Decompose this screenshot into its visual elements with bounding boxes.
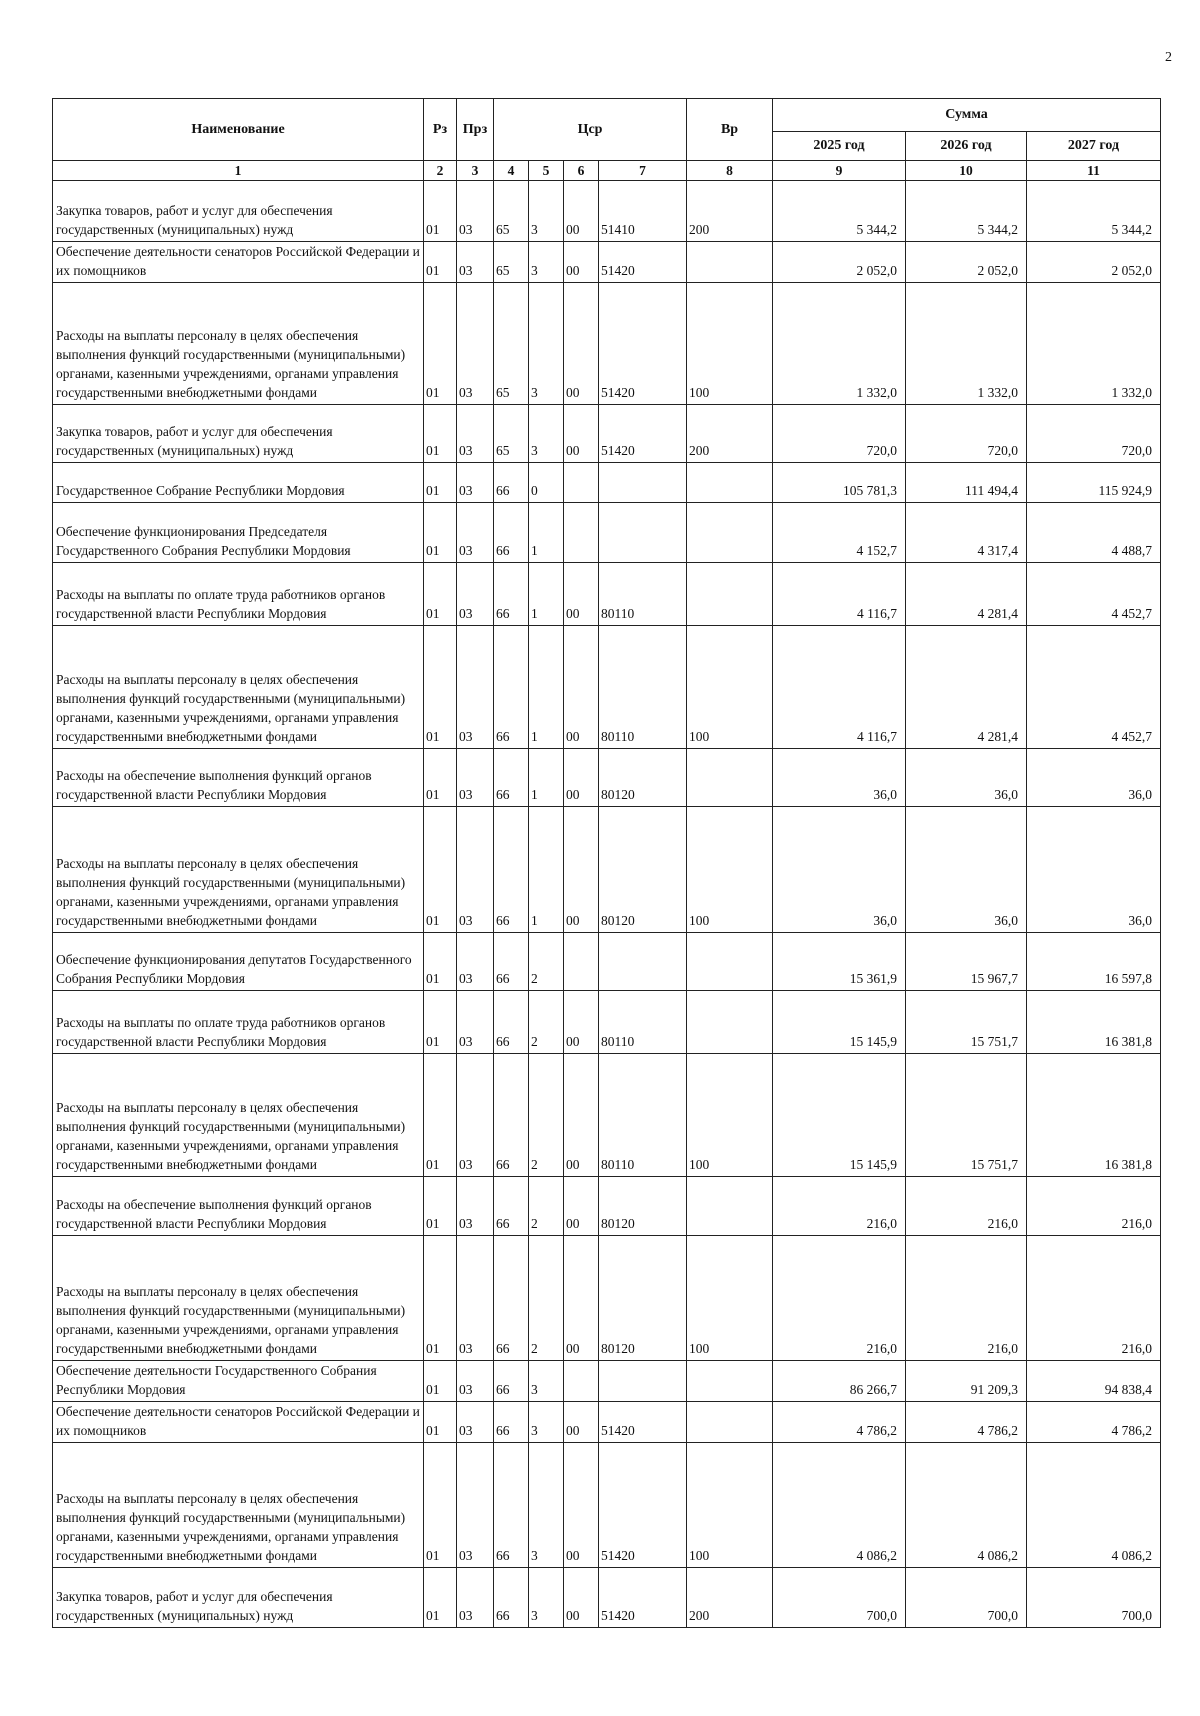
- column-number: 7: [599, 161, 687, 181]
- table-row: [53, 283, 1161, 405]
- row-amount-2026: 5 344,2: [906, 181, 1027, 242]
- row-amount-2026: 216,0: [906, 1236, 1027, 1361]
- row-amount-2025: 2 052,0: [773, 242, 906, 283]
- row-name: Расходы на обеспечение выполнения функций органов государственной власти Республики Мордовия: [53, 1177, 424, 1236]
- table-row: [53, 749, 1161, 807]
- row-amount-2026: 15 967,7: [906, 933, 1027, 991]
- row-csr-6: 00: [564, 283, 599, 405]
- table-body: [53, 181, 1161, 1628]
- row-csr-5: 1: [529, 563, 564, 626]
- row-csr-4: 66: [494, 1361, 529, 1402]
- row-prz: 03: [457, 1402, 494, 1443]
- row-amount-2026: 36,0: [906, 807, 1027, 933]
- row-rz: 01: [424, 181, 457, 242]
- row-vr: 100: [687, 807, 773, 933]
- row-name: Государственное Собрание Республики Мордовия: [53, 463, 424, 503]
- row-csr-7: 51420: [599, 1568, 687, 1628]
- row-csr-6: 00: [564, 807, 599, 933]
- row-amount-2026: 700,0: [906, 1568, 1027, 1628]
- table-row: [53, 242, 1161, 283]
- table-row: [53, 563, 1161, 626]
- row-vr: 100: [687, 1236, 773, 1361]
- table-row: [53, 626, 1161, 749]
- row-prz: 03: [457, 463, 494, 503]
- row-csr-6: 00: [564, 405, 599, 463]
- row-csr-6: 00: [564, 563, 599, 626]
- row-amount-2025: 1 332,0: [773, 283, 906, 405]
- column-number: 11: [1027, 161, 1161, 181]
- row-name: Расходы на выплаты персоналу в целях обеспечения выполнения функций государственными (муниципальными) органами, казенными учреждениями, органами управления государственными внебюджетными фондами: [53, 1236, 424, 1361]
- row-csr-5: 2: [529, 1054, 564, 1177]
- row-prz: 03: [457, 1443, 494, 1568]
- row-amount-2025: 4 086,2: [773, 1443, 906, 1568]
- row-name: Закупка товаров, работ и услуг для обеспечения государственных (муниципальных) нужд: [53, 405, 424, 463]
- row-amount-2027: 4 452,7: [1027, 563, 1161, 626]
- row-csr-5: 2: [529, 991, 564, 1054]
- row-amount-2025: 36,0: [773, 807, 906, 933]
- row-csr-5: 2: [529, 1177, 564, 1236]
- row-name: Расходы на выплаты персоналу в целях обеспечения выполнения функций государственными (муниципальными) органами, казенными учреждениями, органами управления государственными внебюджетными фондами: [53, 626, 424, 749]
- row-csr-7: 80120: [599, 749, 687, 807]
- row-csr-6: 00: [564, 991, 599, 1054]
- row-amount-2027: 216,0: [1027, 1236, 1161, 1361]
- row-csr-6: 00: [564, 1402, 599, 1443]
- table-row: [53, 503, 1161, 563]
- row-prz: 03: [457, 1568, 494, 1628]
- row-csr-6: [564, 1361, 599, 1402]
- header-year-2025: 2025 год: [773, 132, 906, 161]
- row-amount-2026: 15 751,7: [906, 1054, 1027, 1177]
- row-amount-2025: 15 361,9: [773, 933, 906, 991]
- row-csr-4: 65: [494, 405, 529, 463]
- header-csr: Цср: [494, 99, 687, 161]
- header-sum: Сумма: [773, 99, 1161, 132]
- row-rz: 01: [424, 749, 457, 807]
- row-csr-6: [564, 503, 599, 563]
- table-row: [53, 1177, 1161, 1236]
- row-rz: 01: [424, 807, 457, 933]
- row-prz: 03: [457, 181, 494, 242]
- row-prz: 03: [457, 503, 494, 563]
- row-csr-4: 66: [494, 1177, 529, 1236]
- row-name: Расходы на выплаты персоналу в целях обеспечения выполнения функций государственными (муниципальными) органами, казенными учреждениями, органами управления государственными внебюджетными фондами: [53, 1443, 424, 1568]
- row-vr: [687, 463, 773, 503]
- header-name: Наименование: [53, 99, 424, 161]
- header-prz: Прз: [457, 99, 494, 161]
- header-year-2026: 2026 год: [906, 132, 1027, 161]
- row-amount-2026: 1 332,0: [906, 283, 1027, 405]
- row-rz: 01: [424, 991, 457, 1054]
- column-number: 3: [457, 161, 494, 181]
- column-number: 10: [906, 161, 1027, 181]
- row-csr-6: 00: [564, 1443, 599, 1568]
- row-prz: 03: [457, 749, 494, 807]
- row-csr-4: 66: [494, 749, 529, 807]
- table-row: [53, 1361, 1161, 1402]
- row-vr: [687, 563, 773, 626]
- row-amount-2027: 4 786,2: [1027, 1402, 1161, 1443]
- table-row: [53, 1402, 1161, 1443]
- row-amount-2027: 2 052,0: [1027, 242, 1161, 283]
- column-number: 1: [53, 161, 424, 181]
- row-name: Расходы на обеспечение выполнения функций органов государственной власти Республики Мордовия: [53, 749, 424, 807]
- row-vr: 200: [687, 1568, 773, 1628]
- header-vr: Вр: [687, 99, 773, 161]
- row-csr-7: 51420: [599, 1402, 687, 1443]
- row-csr-7: [599, 503, 687, 563]
- row-csr-4: 65: [494, 283, 529, 405]
- column-number: 2: [424, 161, 457, 181]
- row-vr: [687, 991, 773, 1054]
- row-csr-4: 66: [494, 1236, 529, 1361]
- row-amount-2026: 216,0: [906, 1177, 1027, 1236]
- row-amount-2026: 720,0: [906, 405, 1027, 463]
- row-csr-4: 66: [494, 1402, 529, 1443]
- row-amount-2027: 4 488,7: [1027, 503, 1161, 563]
- table-row: [53, 991, 1161, 1054]
- column-number: 9: [773, 161, 906, 181]
- row-amount-2025: 4 152,7: [773, 503, 906, 563]
- row-prz: 03: [457, 1361, 494, 1402]
- row-csr-7: 51420: [599, 1443, 687, 1568]
- row-name: Обеспечение деятельности сенаторов Российской Федерации и их помощников: [53, 242, 424, 283]
- row-amount-2027: 94 838,4: [1027, 1361, 1161, 1402]
- row-csr-7: [599, 1361, 687, 1402]
- row-csr-7: 80120: [599, 807, 687, 933]
- row-csr-6: [564, 933, 599, 991]
- row-vr: [687, 503, 773, 563]
- row-amount-2026: 4 281,4: [906, 563, 1027, 626]
- row-amount-2026: 4 786,2: [906, 1402, 1027, 1443]
- row-csr-6: 00: [564, 242, 599, 283]
- column-number: 6: [564, 161, 599, 181]
- row-amount-2027: 700,0: [1027, 1568, 1161, 1628]
- row-csr-6: [564, 463, 599, 503]
- row-csr-5: 1: [529, 807, 564, 933]
- row-amount-2025: 4 116,7: [773, 563, 906, 626]
- row-amount-2025: 4 116,7: [773, 626, 906, 749]
- row-vr: 100: [687, 1443, 773, 1568]
- row-amount-2026: 36,0: [906, 749, 1027, 807]
- row-csr-7: 80110: [599, 626, 687, 749]
- row-rz: 01: [424, 1443, 457, 1568]
- row-prz: 03: [457, 1236, 494, 1361]
- row-name: Расходы на выплаты персоналу в целях обеспечения выполнения функций государственными (муниципальными) органами, казенными учреждениями, органами управления государственными внебюджетными фондами: [53, 1054, 424, 1177]
- row-amount-2025: 700,0: [773, 1568, 906, 1628]
- row-rz: 01: [424, 1361, 457, 1402]
- row-rz: 01: [424, 563, 457, 626]
- row-prz: 03: [457, 626, 494, 749]
- column-number: 4: [494, 161, 529, 181]
- row-vr: 100: [687, 626, 773, 749]
- row-amount-2026: 2 052,0: [906, 242, 1027, 283]
- row-csr-5: 3: [529, 405, 564, 463]
- row-amount-2025: 4 786,2: [773, 1402, 906, 1443]
- header-rz: Рз: [424, 99, 457, 161]
- row-amount-2026: 4 317,4: [906, 503, 1027, 563]
- column-number: 5: [529, 161, 564, 181]
- row-amount-2027: 1 332,0: [1027, 283, 1161, 405]
- table-row: [53, 1443, 1161, 1568]
- row-csr-7: 51410: [599, 181, 687, 242]
- row-prz: 03: [457, 991, 494, 1054]
- row-csr-4: 66: [494, 626, 529, 749]
- row-amount-2027: 5 344,2: [1027, 181, 1161, 242]
- row-vr: 100: [687, 1054, 773, 1177]
- row-rz: 01: [424, 405, 457, 463]
- row-amount-2026: 4 281,4: [906, 626, 1027, 749]
- row-amount-2027: 720,0: [1027, 405, 1161, 463]
- row-amount-2027: 16 381,8: [1027, 991, 1161, 1054]
- row-prz: 03: [457, 1054, 494, 1177]
- row-csr-5: 1: [529, 503, 564, 563]
- row-csr-5: 2: [529, 1236, 564, 1361]
- table-row: [53, 1054, 1161, 1177]
- row-amount-2025: 720,0: [773, 405, 906, 463]
- row-csr-6: 00: [564, 1236, 599, 1361]
- row-prz: 03: [457, 807, 494, 933]
- row-rz: 01: [424, 463, 457, 503]
- row-csr-4: 66: [494, 563, 529, 626]
- row-prz: 03: [457, 283, 494, 405]
- row-csr-5: 3: [529, 1402, 564, 1443]
- table-row: [53, 1236, 1161, 1361]
- row-amount-2027: 16 381,8: [1027, 1054, 1161, 1177]
- row-csr-7: 51420: [599, 405, 687, 463]
- row-csr-7: [599, 463, 687, 503]
- row-prz: 03: [457, 1177, 494, 1236]
- row-csr-4: 66: [494, 503, 529, 563]
- row-amount-2027: 36,0: [1027, 807, 1161, 933]
- row-csr-5: 3: [529, 181, 564, 242]
- header-year-2027: 2027 год: [1027, 132, 1161, 161]
- table-row: [53, 1568, 1161, 1628]
- row-rz: 01: [424, 242, 457, 283]
- row-csr-6: 00: [564, 1177, 599, 1236]
- row-prz: 03: [457, 405, 494, 463]
- row-csr-5: 0: [529, 463, 564, 503]
- row-csr-5: 2: [529, 933, 564, 991]
- page-number: 2: [1165, 50, 1172, 65]
- row-name: Расходы на выплаты по оплате труда работников органов государственной власти Республики Мордовия: [53, 563, 424, 626]
- row-amount-2027: 16 597,8: [1027, 933, 1161, 991]
- row-name: Обеспечение деятельности Государственного Собрания Республики Мордовия: [53, 1361, 424, 1402]
- budget-table: [52, 98, 1161, 1628]
- row-name: Обеспечение функционирования Председателя Государственного Собрания Республики Мордовия: [53, 503, 424, 563]
- row-csr-5: 3: [529, 1361, 564, 1402]
- row-amount-2026: 4 086,2: [906, 1443, 1027, 1568]
- row-csr-5: 3: [529, 1568, 564, 1628]
- row-amount-2027: 216,0: [1027, 1177, 1161, 1236]
- row-csr-7: 80110: [599, 1054, 687, 1177]
- table-row: [53, 181, 1161, 242]
- row-amount-2025: 216,0: [773, 1236, 906, 1361]
- row-vr: [687, 749, 773, 807]
- table-row: [53, 807, 1161, 933]
- row-csr-6: 00: [564, 1054, 599, 1177]
- row-name: Обеспечение деятельности сенаторов Российской Федерации и их помощников: [53, 1402, 424, 1443]
- row-csr-4: 66: [494, 1443, 529, 1568]
- row-csr-4: 66: [494, 1568, 529, 1628]
- row-rz: 01: [424, 933, 457, 991]
- row-amount-2026: 15 751,7: [906, 991, 1027, 1054]
- row-vr: 200: [687, 405, 773, 463]
- row-vr: 100: [687, 283, 773, 405]
- row-csr-4: 66: [494, 1054, 529, 1177]
- row-vr: [687, 1177, 773, 1236]
- row-csr-4: 66: [494, 933, 529, 991]
- table-row: [53, 933, 1161, 991]
- row-csr-7: 51420: [599, 242, 687, 283]
- row-prz: 03: [457, 933, 494, 991]
- row-rz: 01: [424, 1054, 457, 1177]
- row-amount-2027: 4 086,2: [1027, 1443, 1161, 1568]
- row-amount-2025: 15 145,9: [773, 991, 906, 1054]
- row-name: Расходы на выплаты персоналу в целях обеспечения выполнения функций государственными (муниципальными) органами, казенными учреждениями, органами управления государственными внебюджетными фондами: [53, 283, 424, 405]
- row-rz: 01: [424, 1568, 457, 1628]
- row-csr-6: 00: [564, 626, 599, 749]
- row-csr-4: 65: [494, 181, 529, 242]
- row-vr: [687, 242, 773, 283]
- row-name: Закупка товаров, работ и услуг для обеспечения государственных (муниципальных) нужд: [53, 181, 424, 242]
- column-number: 8: [687, 161, 773, 181]
- row-rz: 01: [424, 503, 457, 563]
- row-vr: [687, 1361, 773, 1402]
- row-csr-4: 65: [494, 242, 529, 283]
- row-csr-7: 80120: [599, 1177, 687, 1236]
- row-amount-2025: 216,0: [773, 1177, 906, 1236]
- table-row: [53, 405, 1161, 463]
- row-rz: 01: [424, 626, 457, 749]
- row-amount-2026: 111 494,4: [906, 463, 1027, 503]
- table-header: [53, 99, 1161, 181]
- row-amount-2025: 86 266,7: [773, 1361, 906, 1402]
- row-prz: 03: [457, 242, 494, 283]
- row-csr-5: 1: [529, 749, 564, 807]
- row-amount-2027: 4 452,7: [1027, 626, 1161, 749]
- row-amount-2027: 115 924,9: [1027, 463, 1161, 503]
- row-vr: [687, 1402, 773, 1443]
- row-prz: 03: [457, 563, 494, 626]
- row-csr-5: 3: [529, 242, 564, 283]
- row-csr-6: 00: [564, 1568, 599, 1628]
- row-amount-2025: 105 781,3: [773, 463, 906, 503]
- row-vr: [687, 933, 773, 991]
- row-csr-4: 66: [494, 463, 529, 503]
- row-amount-2026: 91 209,3: [906, 1361, 1027, 1402]
- row-amount-2025: 36,0: [773, 749, 906, 807]
- row-csr-7: 51420: [599, 283, 687, 405]
- row-csr-6: 00: [564, 749, 599, 807]
- row-name: Расходы на выплаты по оплате труда работников органов государственной власти Республики Мордовия: [53, 991, 424, 1054]
- row-csr-7: [599, 933, 687, 991]
- row-csr-7: 80110: [599, 563, 687, 626]
- row-rz: 01: [424, 1177, 457, 1236]
- row-csr-5: 1: [529, 626, 564, 749]
- row-amount-2025: 5 344,2: [773, 181, 906, 242]
- row-vr: 200: [687, 181, 773, 242]
- row-csr-6: 00: [564, 181, 599, 242]
- row-rz: 01: [424, 1402, 457, 1443]
- row-name: Закупка товаров, работ и услуг для обеспечения государственных (муниципальных) нужд: [53, 1568, 424, 1628]
- row-csr-5: 3: [529, 283, 564, 405]
- row-amount-2027: 36,0: [1027, 749, 1161, 807]
- row-csr-4: 66: [494, 807, 529, 933]
- row-csr-5: 3: [529, 1443, 564, 1568]
- row-csr-7: 80110: [599, 991, 687, 1054]
- row-csr-4: 66: [494, 991, 529, 1054]
- row-rz: 01: [424, 283, 457, 405]
- row-name: Обеспечение функционирования депутатов Государственного Собрания Республики Мордовия: [53, 933, 424, 991]
- row-amount-2025: 15 145,9: [773, 1054, 906, 1177]
- table-row: [53, 463, 1161, 503]
- row-rz: 01: [424, 1236, 457, 1361]
- row-name: Расходы на выплаты персоналу в целях обеспечения выполнения функций государственными (муниципальными) органами, казенными учреждениями, органами управления государственными внебюджетными фондами: [53, 807, 424, 933]
- row-csr-7: 80120: [599, 1236, 687, 1361]
